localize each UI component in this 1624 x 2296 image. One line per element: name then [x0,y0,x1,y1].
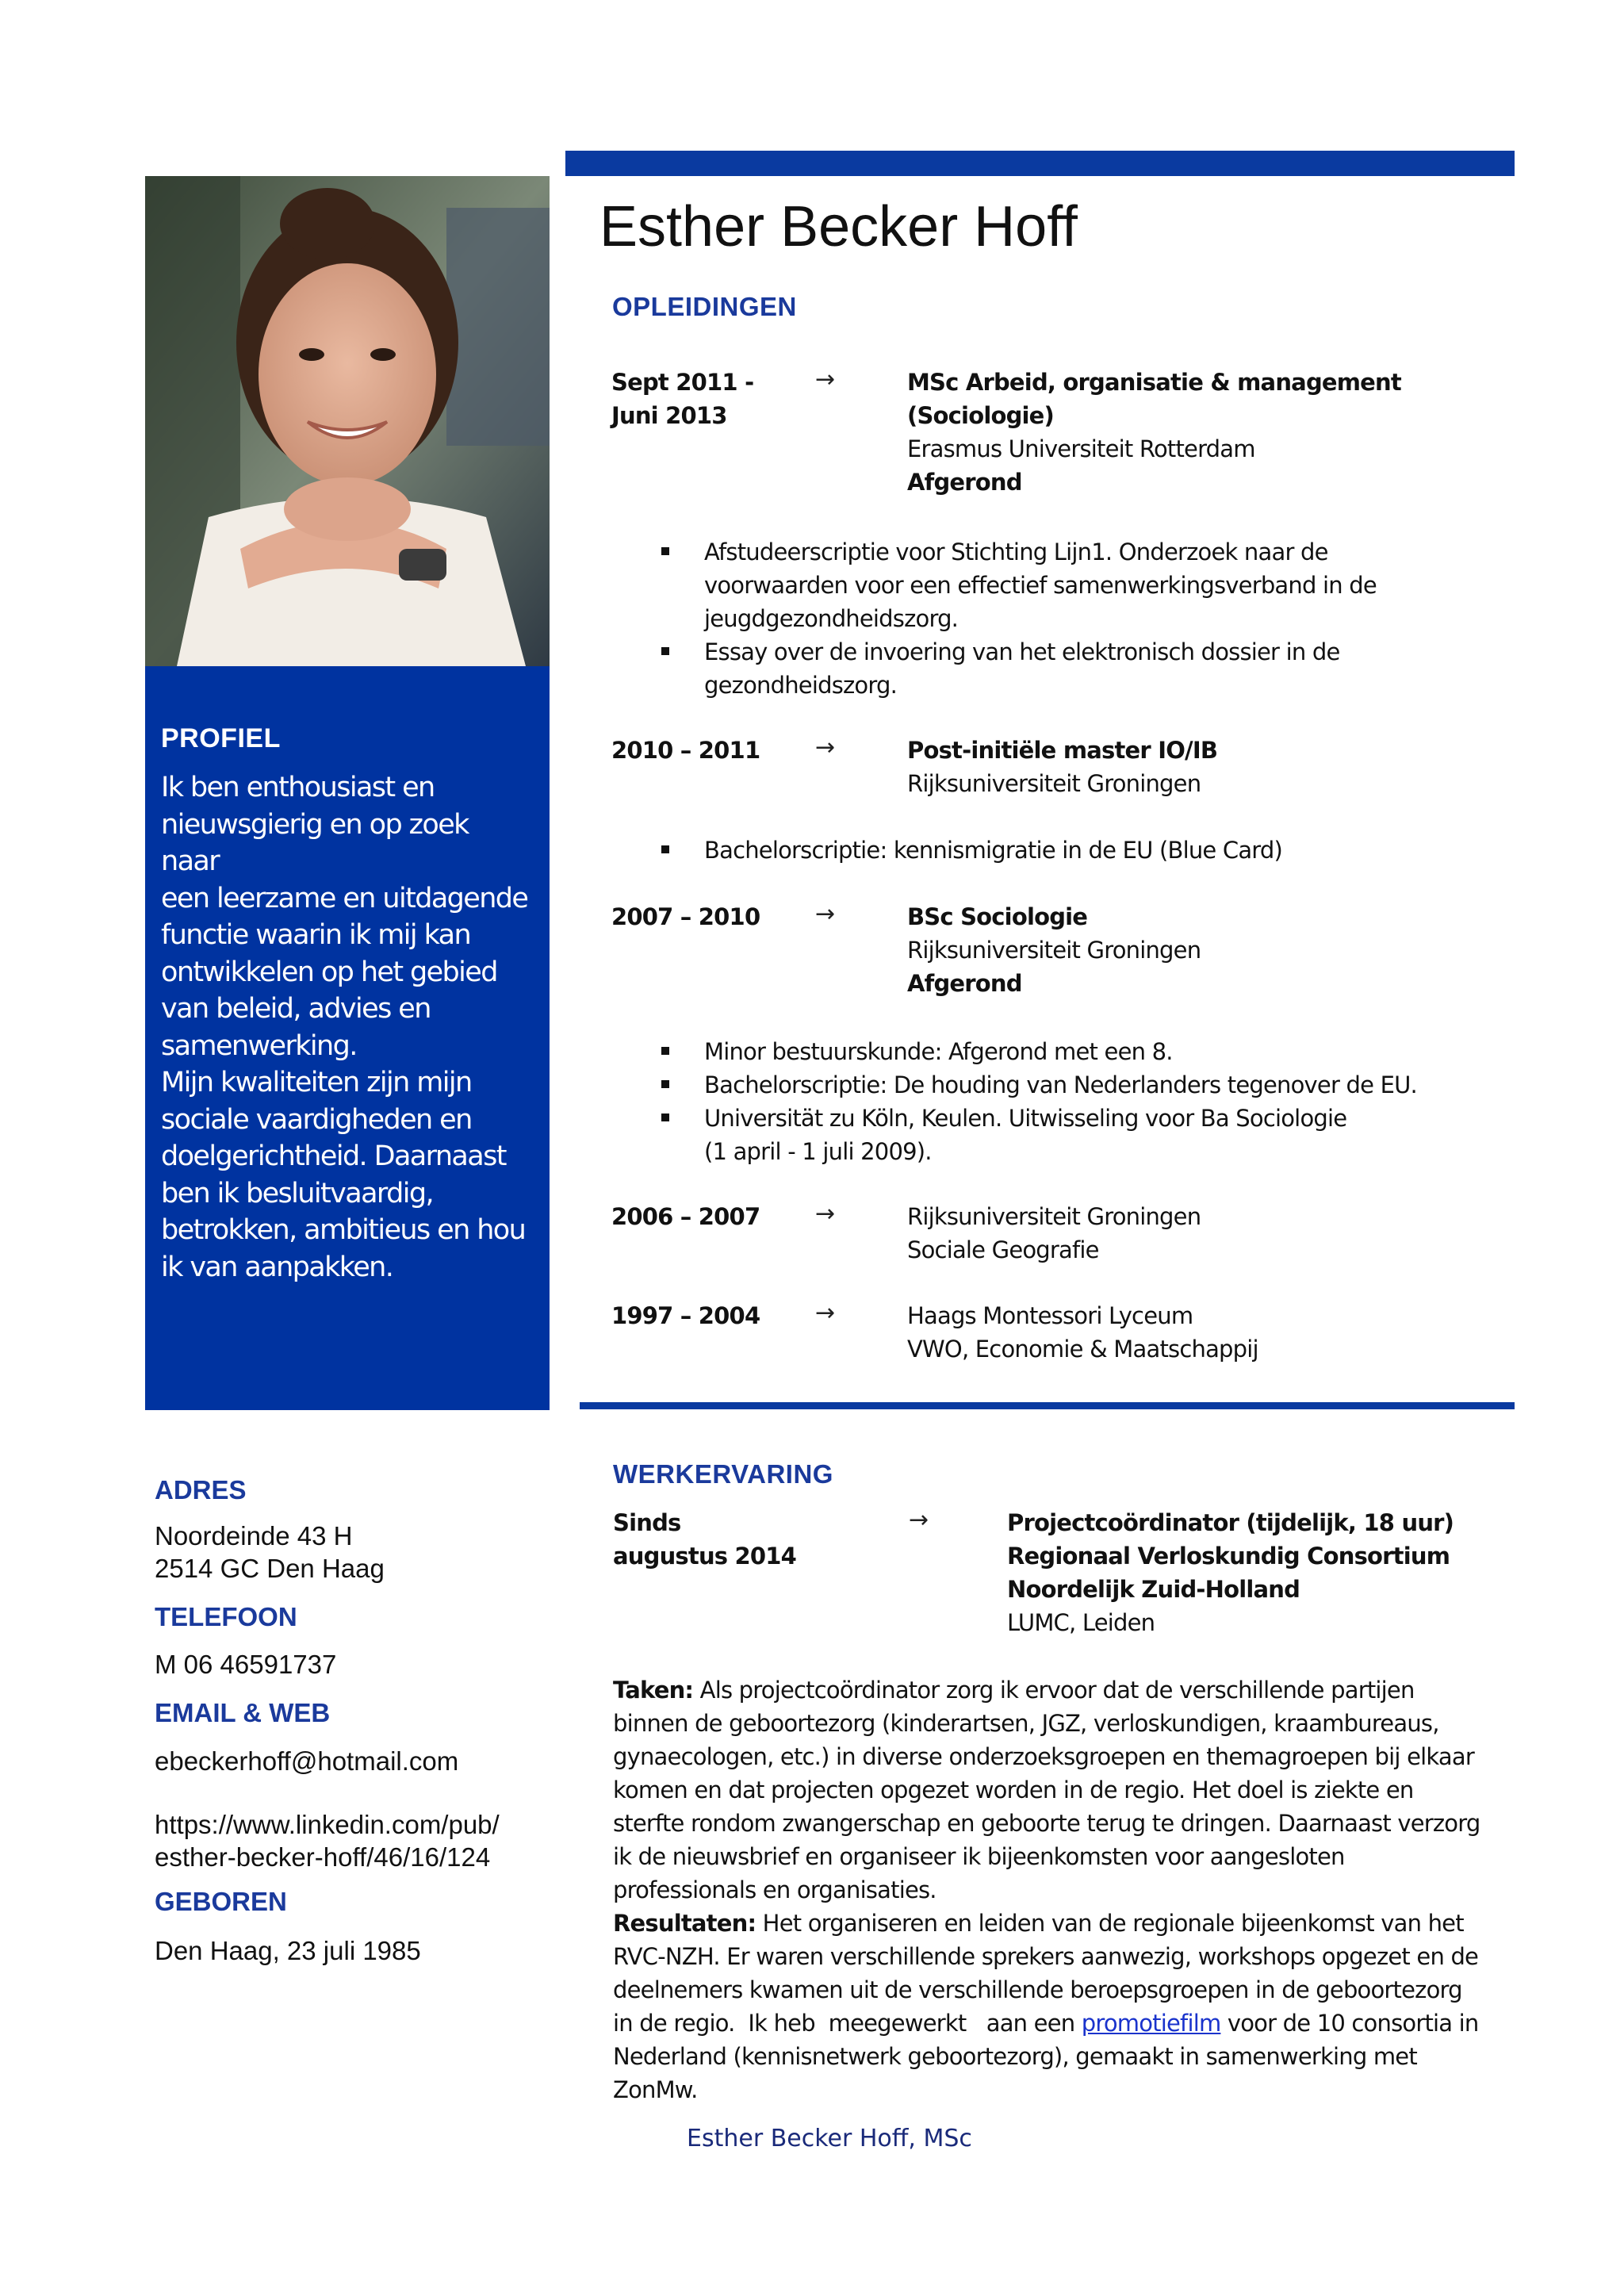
education-period: 1997 – 2004 [611,1302,760,1329]
results-line: in de regio. Ik heb meegewerkt aan een [613,2010,1082,2037]
degree-title: Sociale Geografie [907,1236,1099,1263]
email-address[interactable]: ebeckerhoff@hotmail.com [155,1746,459,1776]
bullet-line: Bachelorscriptie: kennismigratie in de EU (Blue Card) [704,837,1283,864]
period-line: Sept 2011 - [611,369,754,396]
results-line: deelnemers kwamen uit de verschillende beroepsgroepen in de geboortezorg [613,1976,1462,2003]
institution: Haags Montessori Lyceum [907,1302,1193,1329]
profile-line: nieuwsgierig en op zoek naar [161,808,469,877]
results-line: RVC-NZH. Er waren verschillende sprekers aanwezig, workshops opgezet en de [613,1943,1479,1970]
work-tasks [613,1673,1501,2106]
tasks-label: Taken: [613,1677,694,1704]
tasks-line: gynaecologen, etc.) in diverse onderzoeksgroepen en themagroepen bij elkaar [613,1743,1474,1770]
institution: Erasmus Universiteit Rotterdam [907,435,1255,462]
bullet-item [661,535,1502,635]
profile-panel [145,666,550,1410]
profile-line: van beleid, advies en [161,993,431,1025]
address [155,1520,385,1585]
address-line: 2514 GC Den Haag [155,1554,385,1583]
bullet-item [661,1035,1502,1068]
arrow-icon: → [815,1200,836,1228]
born-label: GEBOREN [155,1887,287,1916]
bullet-line: Bachelorscriptie: De houding van Nederlanders tegenover de EU. [704,1071,1417,1098]
degree-title: Post-initiële master IO/IB [907,737,1218,764]
bullet-line: Afstudeerscriptie voor Stichting Lijn1. Onderzoek naar de [704,539,1328,565]
bullet-item [661,1068,1502,1102]
tasks-line: Als projectcoördinator zorg ik ervoor dat de verschillende partijen [693,1677,1415,1704]
tasks-line: binnen de geboortezorg (kinderartsen, JGZ, verloskundigen, kraambureaus, [613,1710,1439,1737]
period-line: Sinds [613,1509,681,1536]
address-label: ADRES [155,1475,247,1504]
phone-number: M 06 46591737 [155,1650,337,1679]
results-line: ZonMw. [613,2076,698,2103]
url-line: https://www.linkedin.com/pub/ [155,1810,500,1839]
education-details [907,1299,1258,1366]
institution: Rijksuniversiteit Groningen [907,1203,1201,1230]
bullet-line: gezondheidszorg. [704,672,898,699]
profile-line: sociale vaardigheden en [161,1103,472,1136]
section-divider [580,1402,1515,1409]
bullet-line: jeugdgezondheidszorg. [704,605,959,632]
education-bullets [661,1035,1502,1168]
education-details [907,1200,1201,1267]
bullet-item [661,834,1502,867]
person-name: Esther Becker Hoff [599,195,1078,259]
job-title: Projectcoördinator (tijdelijk, 18 uur) [1007,1509,1454,1536]
results-label: Resultaten: [613,1910,756,1937]
profile-line: betrokken, ambitieus en hou [161,1214,526,1246]
education-details [907,900,1201,1000]
work-period [613,1506,796,1573]
arrow-icon: → [909,1506,929,1534]
bullet-line: voorwaarden voor een effectief samenwerkingsverband in de [704,572,1377,599]
education-bullets [661,834,1502,867]
institution: Rijksuniversiteit Groningen [907,770,1201,797]
portrait-photo [145,176,550,666]
work-details [1007,1506,1454,1639]
education-period: 2006 – 2007 [611,1203,760,1230]
bullet-line: Essay over de invoering van het elektronisch dossier in de [704,638,1340,665]
url-line: esther-becker-hoff/46/16/124 [155,1842,491,1872]
birth-info: Den Haag, 23 juli 1985 [155,1936,421,1965]
degree-title: MSc Arbeid, organisatie & management [907,369,1401,396]
employer-line: Noordelijk Zuid-Holland [1007,1576,1300,1603]
arrow-icon: → [815,900,836,928]
bullet-line: (1 april - 1 juli 2009). [704,1138,932,1165]
bullet-line: Universität zu Köln, Keulen. Uitwisseling voor Ba Sociologie [704,1105,1347,1132]
education-details [907,366,1401,499]
portrait-photo-illustration [145,176,550,666]
education-period: 2010 – 2011 [611,737,760,764]
bullet-item [661,635,1502,702]
education-period [611,366,753,432]
bullet-line: Minor bestuurskunde: Afgerond met een 8. [704,1038,1173,1065]
results-line: Nederland (kennisnetwerk geboortezorg), gemaakt in samenwerking met [613,2043,1417,2070]
tasks-line: ik de nieuwsbrief en organiseer ik bijeenkomsten voor aangesloten [613,1843,1345,1870]
degree-title: BSc Sociologie [907,903,1088,930]
profile-heading: PROFIEL [161,723,281,753]
profile-line: Ik ben enthousiast en [161,772,435,803]
email-web-label: EMAIL & WEB [155,1698,331,1727]
period-line: Juni 2013 [611,402,727,429]
education-details [907,734,1217,800]
results-line: Het organiseren en leiden van de regionale bijeenkomst van het [756,1910,1464,1937]
employer: Regionaal Verloskundig Consortium [1007,1543,1450,1570]
degree-status: Afgerond [907,469,1022,496]
period-line: augustus 2014 [613,1543,797,1570]
phone-label: TELEFOON [155,1602,297,1631]
degree-title: VWO, Economie & Maatschappij [907,1336,1258,1363]
arrow-icon: → [815,366,836,393]
address-line: Noordeinde 43 H [155,1521,353,1550]
degree-status: Afgerond [907,970,1022,997]
education-heading: OPLEIDINGEN [612,292,797,321]
degree-subtitle: (Sociologie) [907,402,1055,429]
tasks-line: sterfte rondom zwangerschap en geboorte terug te dringen. Daarnaast verzorg [613,1810,1480,1837]
bullet-item [661,1102,1502,1168]
linkedin-url[interactable] [155,1808,500,1873]
promotiefilm-link[interactable]: promotiefilm [1081,2010,1221,2037]
work-heading: WERKERVARING [613,1459,833,1489]
profile-line: functie waarin ik mij kan [161,919,471,951]
institution: Rijksuniversiteit Groningen [907,937,1201,964]
tasks-line: professionals en organisaties. [613,1876,936,1903]
profile-text [161,769,534,1286]
results-line: voor de 10 consortia in [1220,2010,1479,2037]
work-location: LUMC, Leiden [1007,1609,1155,1636]
profile-line: ik van aanpakken. [161,1251,393,1283]
education-period: 2007 – 2010 [611,903,760,930]
profile-line: ben ik besluitvaardig, [161,1177,433,1209]
top-accent-bar [565,151,1515,176]
footer-signature: Esther Becker Hoff, MSc [687,2125,972,2152]
education-bullets [661,535,1502,702]
profile-line: doelgerichtheid. Daarnaast [161,1140,506,1172]
arrow-icon: → [815,1299,836,1327]
profile-line: samenwerking. [161,1029,357,1062]
profile-line: Mijn kwaliteiten zijn mijn [161,1067,472,1098]
arrow-icon: → [815,734,836,761]
profile-line: een leerzame en uitdagende [161,882,528,914]
profile-line: ontwikkelen op het gebied [161,956,497,988]
tasks-line: komen en dat projecten opgezet worden in de regio. Het doel is ziekte en [613,1777,1414,1803]
